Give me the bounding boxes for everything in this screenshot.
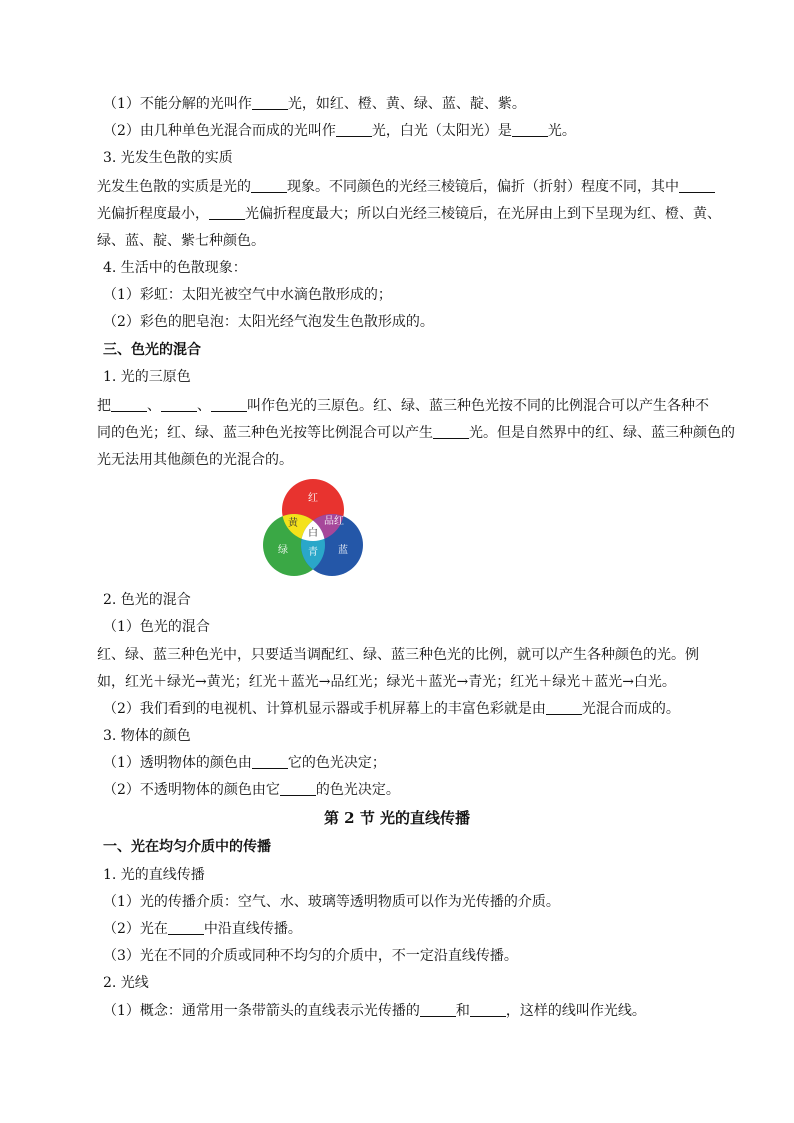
fill-blank[interactable] xyxy=(251,178,287,193)
text-line-1: （1）不能分解的光叫作 光，如红、橙、黄、绿、蓝、靛、紫。 xyxy=(103,96,526,112)
text-line-17: 红、绿、蓝三种色光中，只要适当调配红、绿、蓝三种色光的比例，就可以产生各种颜色的光。例 xyxy=(97,647,699,663)
text-line-22: （2）不透明物体的颜色由它 的色光决定。 xyxy=(103,782,400,798)
fill-blank[interactable] xyxy=(161,397,197,412)
text-line-25: （1）光的传播介质：空气、水、玻璃等透明物质可以作为光传播的介质。 xyxy=(103,894,560,910)
text-line-13: 同的色光；红、绿、蓝三种色光按等比例混合可以产生 光。但是自然界中的红、绿、蓝三种颜色的 xyxy=(97,425,735,441)
text-line-21: （1）透明物体的颜色由 它的色光决定； xyxy=(103,755,386,771)
fill-blank[interactable] xyxy=(546,700,582,715)
fill-blank[interactable] xyxy=(111,397,147,412)
fill-blank[interactable] xyxy=(168,920,204,935)
fill-blank[interactable] xyxy=(512,122,548,137)
subheading-primary-colors: 1. 光的三原色 xyxy=(103,369,191,385)
text-line-19: （2）我们看到的电视机、计算机显示器或手机屏幕上的丰富色彩就是由 光混合而成的。 xyxy=(103,701,680,717)
fill-blank[interactable] xyxy=(433,424,469,439)
label-red: 红 xyxy=(308,493,318,504)
text-line-2: （2）由几种单色光混合而成的光叫作 光，白光（太阳光）是 光。 xyxy=(103,123,576,139)
subheading-light-ray: 2. 光线 xyxy=(103,975,149,991)
text-line-5: 光偏折程度最小， 光偏折程度最大；所以白光经三棱镜后，在光屏由上到下呈现为红、橙、黄、 xyxy=(97,206,721,222)
text-line-27: （3）光在不同的介质或同种不均匀的介质中，不一定沿直线传播。 xyxy=(103,948,518,964)
subheading-object-color: 3. 物体的颜色 xyxy=(103,728,191,744)
text-line-4: 光发生色散的实质是光的 现象。不同颜色的光经三棱镜后，偏折（折射）程度不同，其中 xyxy=(97,177,702,197)
heading-color-mixing: 三、色光的混合 xyxy=(103,342,201,358)
fill-blank[interactable] xyxy=(209,205,245,220)
label-cyan: 青 xyxy=(308,547,318,558)
fill-blank[interactable] xyxy=(252,95,288,110)
text-line-29: （1）概念：通常用一条带箭头的直线表示光传播的 和 ，这样的线叫作光线。 xyxy=(103,1003,646,1019)
text-line-14: 光无法用其他颜色的光混合的。 xyxy=(97,452,293,468)
fill-blank[interactable] xyxy=(280,781,316,796)
text-line-6: 绿、蓝、靛、紫七种颜色。 xyxy=(97,233,265,249)
text-line-12: 把 、 、 叫作色光的三原色。红、绿、蓝三种色光按不同的比例混合可以产生各种不 xyxy=(97,398,709,414)
text-line-rainbow: （1）彩虹：太阳光被空气中水滴色散形成的； xyxy=(103,287,392,303)
text-line-26: （2）光在 中沿直线传播。 xyxy=(103,921,302,937)
label-magenta: 品红 xyxy=(324,516,344,527)
subheading-straight-line: 1. 光的直线传播 xyxy=(103,867,205,883)
fill-blank[interactable] xyxy=(252,754,288,769)
label-blue: 蓝 xyxy=(338,545,348,556)
subheading-dispersion: 3. 光发生色散的实质 xyxy=(103,150,233,166)
section-title: 第 2 节 光的直线传播 xyxy=(323,809,471,827)
text-line-16: （1）色光的混合 xyxy=(103,619,210,635)
fill-blank[interactable] xyxy=(211,397,247,412)
color-mixing-diagram xyxy=(260,478,366,580)
fill-blank[interactable] xyxy=(470,1002,506,1017)
text-line-18: 如，红光＋绿光→黄光；红光＋蓝光→品红光；绿光＋蓝光→青光；红光＋绿光＋蓝光→白光。 xyxy=(97,674,676,690)
heading-uniform-medium: 一、光在均匀介质中的传播 xyxy=(103,839,271,855)
fill-blank[interactable] xyxy=(420,1002,456,1017)
label-yellow: 黄 xyxy=(288,518,298,529)
subheading-life-dispersion: 4. 生活中的色散现象： xyxy=(103,260,247,276)
subheading-light-mixing: 2. 色光的混合 xyxy=(103,592,191,608)
label-green: 绿 xyxy=(278,545,288,556)
label-white: 白 xyxy=(308,528,318,539)
fill-blank[interactable] xyxy=(679,178,715,193)
fill-blank[interactable] xyxy=(336,122,372,137)
text-line-bubble: （2）彩色的肥皂泡：太阳光经气泡发生色散形成的。 xyxy=(103,314,434,330)
